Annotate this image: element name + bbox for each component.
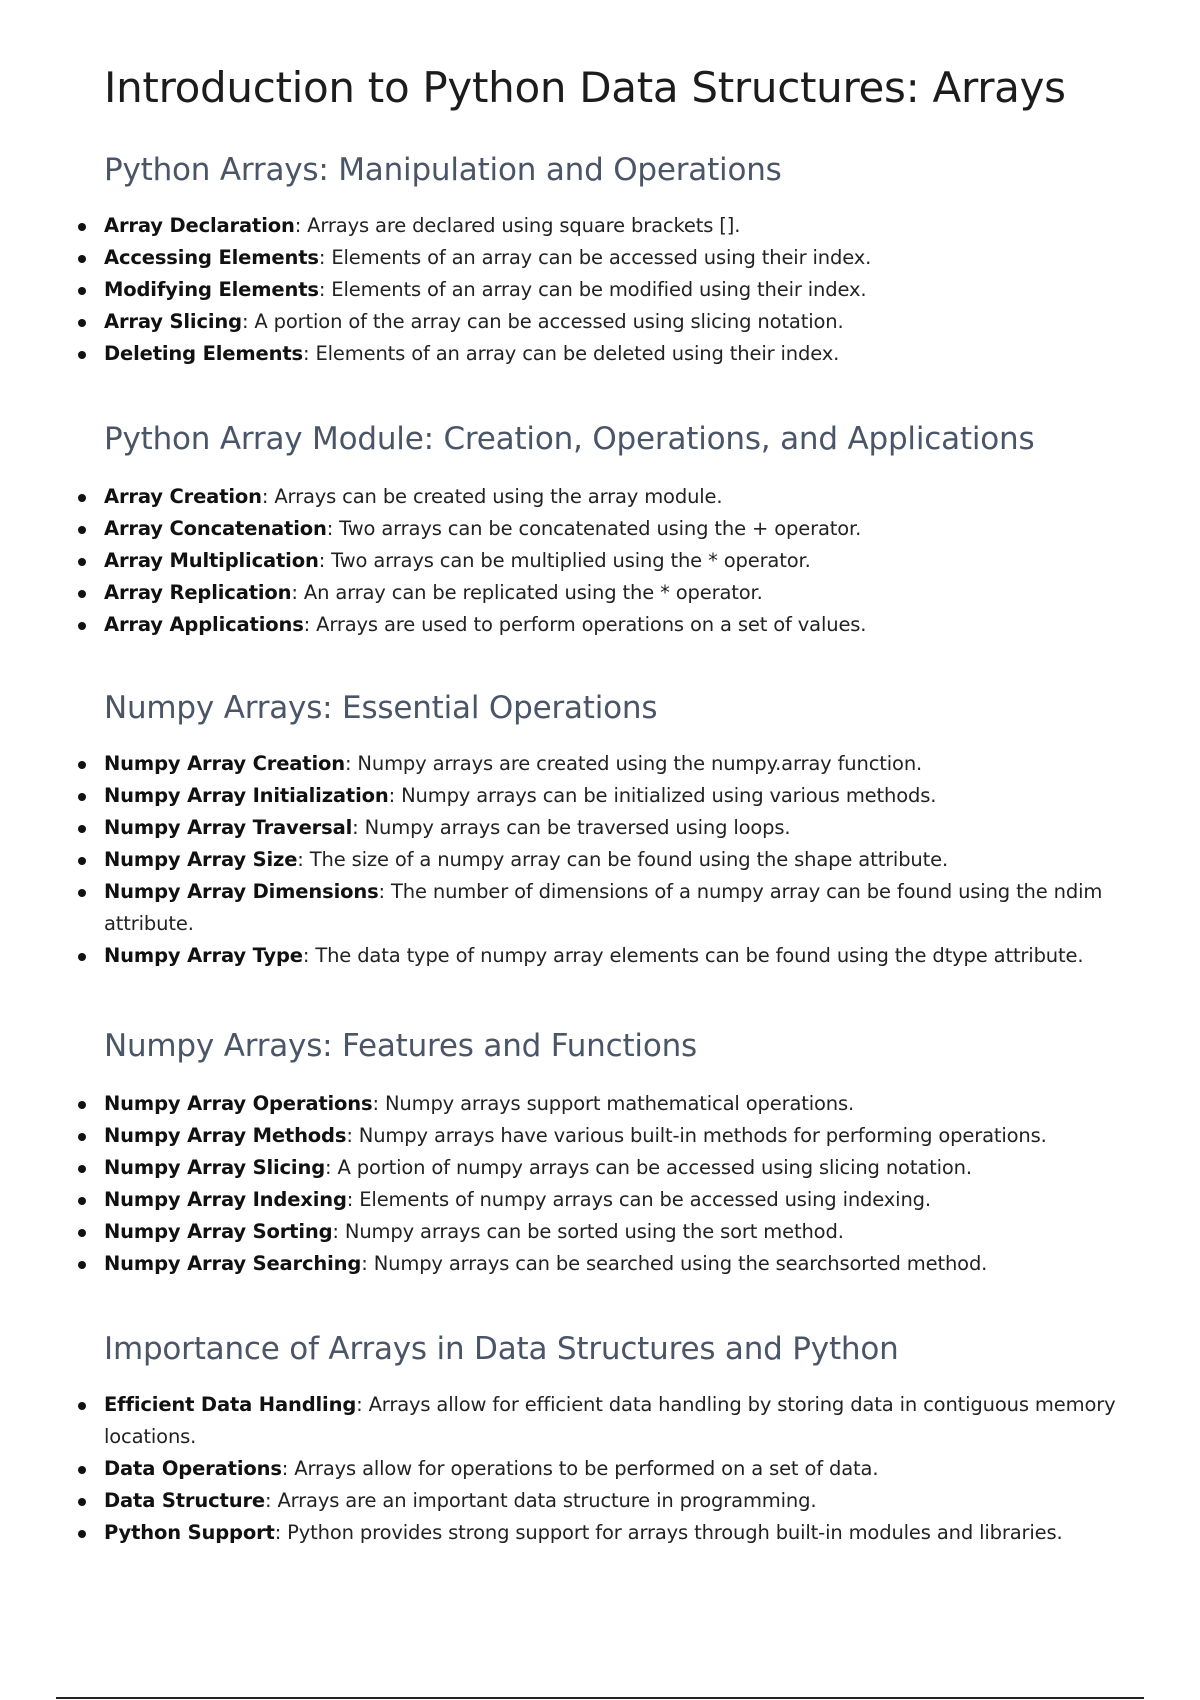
item-term: Accessing Elements [104, 246, 319, 269]
item-text: : Numpy arrays can be sorted using the sort method. [332, 1220, 844, 1243]
section-array-module [0, 417, 1200, 641]
list-item [104, 812, 1144, 844]
bullet-list [0, 748, 1200, 972]
list-item [104, 748, 1144, 780]
item-term: Array Concatenation [104, 517, 327, 540]
bullet-list [0, 1389, 1200, 1549]
bullet-icon [78, 558, 86, 566]
item-text: : Two arrays can be multiplied using the * operator. [318, 549, 811, 572]
bullet-list [0, 481, 1200, 641]
section-numpy-features [0, 1024, 1200, 1280]
list-item [104, 513, 1144, 545]
bullet-icon [78, 287, 86, 295]
item-text: : Python provides strong support for arrays through built-in modules and libraries. [274, 1521, 1063, 1544]
item-text: : The size of a numpy array can be found using the shape attribute. [297, 848, 949, 871]
bullet-icon [78, 494, 86, 502]
section-heading: Python Array Module: Creation, Operations, and Applications [104, 421, 1035, 457]
list-item [104, 940, 1144, 972]
list-item [104, 844, 1144, 876]
item-text: : Elements of an array can be accessed using their index. [318, 246, 872, 269]
bullet-icon [78, 223, 86, 231]
item-text: : Numpy arrays can be searched using the searchsorted method. [361, 1252, 988, 1275]
list-item [104, 210, 1144, 242]
item-text: : The data type of numpy array elements can be found using the dtype attribute. [302, 944, 1084, 967]
item-text: : A portion of the array can be accessed using slicing notation. [241, 310, 844, 333]
bullet-icon [78, 1197, 86, 1205]
bullet-icon [78, 622, 86, 630]
item-term: Numpy Array Creation [104, 752, 345, 775]
item-term: Array Creation [104, 485, 262, 508]
item-text: : The number of dimensions of a numpy array can be found using the ndim attribute. [104, 880, 1103, 935]
bullet-icon [78, 1261, 86, 1269]
bullet-icon [78, 889, 86, 897]
item-term: Numpy Array Slicing [104, 1156, 326, 1179]
item-term: Numpy Array Size [104, 848, 298, 871]
list-item [104, 577, 1144, 609]
bullet-icon [78, 526, 86, 534]
list-item [104, 1517, 1144, 1549]
list-item [104, 1216, 1144, 1248]
list-item [104, 1485, 1144, 1517]
bullet-icon [78, 1165, 86, 1173]
bullet-icon [78, 1530, 86, 1538]
item-text: : A portion of numpy arrays can be accessed using slicing notation. [325, 1156, 972, 1179]
list-item [104, 1389, 1144, 1453]
item-text: : Arrays allow for operations to be performed on a set of data. [281, 1457, 879, 1480]
item-term: Deleting Elements [104, 342, 303, 365]
list-item [104, 338, 1144, 370]
bullet-list [0, 1088, 1200, 1280]
bullet-icon [78, 1133, 86, 1141]
item-term: Array Replication [104, 581, 292, 604]
list-item [104, 1184, 1144, 1216]
bullet-icon [78, 1498, 86, 1506]
item-text: : Numpy arrays have various built-in methods for performing operations. [346, 1124, 1047, 1147]
list-item [104, 481, 1144, 513]
item-text: : Arrays are an important data structure in programming. [264, 1489, 817, 1512]
item-term: Array Declaration [104, 214, 295, 237]
bullet-icon [78, 857, 86, 865]
page-title: Introduction to Python Data Structures: Arrays [104, 63, 1066, 112]
section-heading: Numpy Arrays: Features and Functions [104, 1028, 697, 1064]
item-text: : Arrays can be created using the array module. [261, 485, 723, 508]
list-item [104, 780, 1144, 812]
bullet-icon [78, 1466, 86, 1474]
item-term: Array Slicing [104, 310, 242, 333]
item-text: : Numpy arrays can be initialized using various methods. [388, 784, 937, 807]
item-text: : An array can be replicated using the * operator. [291, 581, 763, 604]
list-item [104, 242, 1144, 274]
item-term: Numpy Array Indexing [104, 1188, 347, 1211]
item-text: : Arrays allow for efficient data handling by storing data in contiguous memory locations. [104, 1393, 1116, 1448]
bullet-icon [78, 319, 86, 327]
item-term: Array Applications [104, 613, 304, 636]
bullet-icon [78, 351, 86, 359]
bullet-icon [78, 793, 86, 801]
section-importance [0, 1327, 1200, 1549]
list-item [104, 1453, 1144, 1485]
section-numpy-essential [0, 686, 1200, 972]
item-term: Array Multiplication [104, 549, 319, 572]
list-item [104, 274, 1144, 306]
item-term: Efficient Data Handling [104, 1393, 357, 1416]
list-item [104, 306, 1144, 338]
list-item [104, 1152, 1144, 1184]
list-item [104, 609, 1144, 641]
item-term: Numpy Array Traversal [104, 816, 353, 839]
item-text: : Arrays are declared using square brackets []. [294, 214, 741, 237]
item-term: Python Support [104, 1521, 275, 1544]
list-item [104, 876, 1144, 940]
section-heading: Numpy Arrays: Essential Operations [104, 690, 658, 726]
list-item [104, 1088, 1144, 1120]
item-term: Numpy Array Type [104, 944, 303, 967]
item-term: Numpy Array Sorting [104, 1220, 333, 1243]
bullet-icon [78, 1229, 86, 1237]
bullet-icon [78, 953, 86, 961]
section-heading: Python Arrays: Manipulation and Operations [104, 152, 782, 188]
item-term: Numpy Array Initialization [104, 784, 389, 807]
section-heading: Importance of Arrays in Data Structures and Python [104, 1331, 899, 1367]
item-term: Modifying Elements [104, 278, 319, 301]
bullet-icon [78, 255, 86, 263]
item-text: : Numpy arrays support mathematical operations. [372, 1092, 855, 1115]
item-term: Numpy Array Operations [104, 1092, 373, 1115]
item-text: : Numpy arrays are created using the numpy.array function. [344, 752, 923, 775]
item-term: Numpy Array Searching [104, 1252, 362, 1275]
item-text: : Numpy arrays can be traversed using loops. [352, 816, 791, 839]
item-text: : Elements of numpy arrays can be accessed using indexing. [346, 1188, 931, 1211]
section-python-arrays [0, 148, 1200, 370]
bullet-icon [78, 761, 86, 769]
bullet-icon [78, 1101, 86, 1109]
bullet-icon [78, 590, 86, 598]
item-text: : Elements of an array can be modified using their index. [318, 278, 867, 301]
bullet-icon [78, 825, 86, 833]
list-item [104, 1248, 1144, 1280]
bullet-list [0, 210, 1200, 370]
item-text: : Two arrays can be concatenated using the + operator. [326, 517, 862, 540]
footer-rule [56, 1697, 1144, 1699]
item-term: Data Structure [104, 1489, 265, 1512]
item-term: Numpy Array Dimensions [104, 880, 379, 903]
list-item [104, 1120, 1144, 1152]
item-text: : Arrays are used to perform operations on a set of values. [303, 613, 867, 636]
item-term: Numpy Array Methods [104, 1124, 347, 1147]
list-item [104, 545, 1144, 577]
item-term: Data Operations [104, 1457, 282, 1480]
item-text: : Elements of an array can be deleted using their index. [303, 342, 840, 365]
bullet-icon [78, 1402, 86, 1410]
